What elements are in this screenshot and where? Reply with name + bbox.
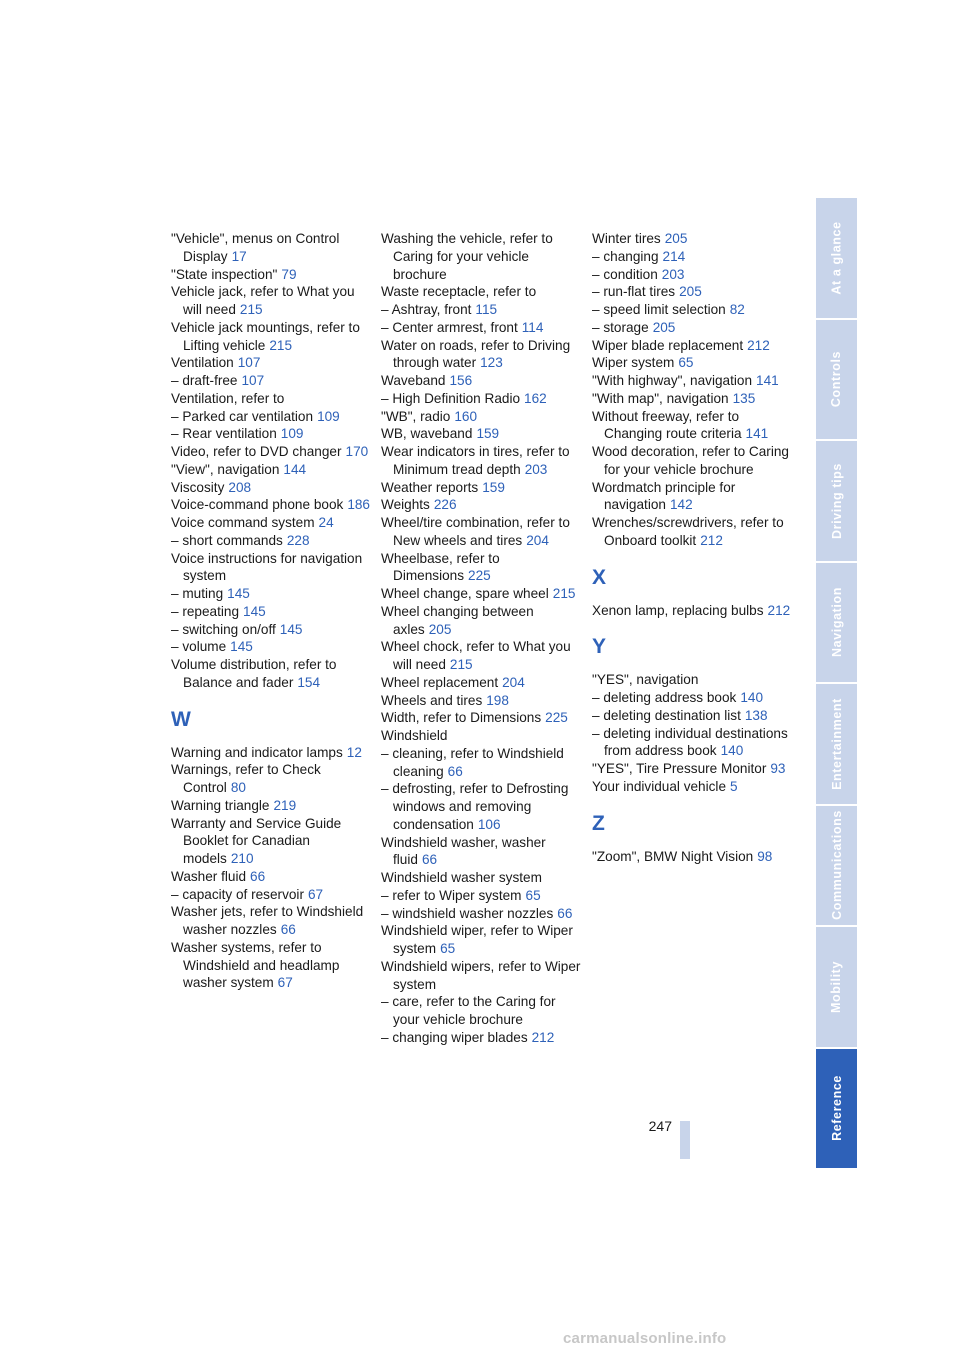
index-entry-text: "With highway", navigation — [592, 373, 753, 388]
page-reference-link[interactable]: 79 — [281, 266, 297, 282]
index-entry — [171, 761, 371, 797]
index-entry — [381, 443, 581, 479]
page-reference-link[interactable]: 215 — [269, 337, 293, 353]
index-entry — [381, 638, 581, 674]
index-entry — [381, 408, 581, 426]
index-entry-text: "YES", Tire Pressure Monitor — [592, 761, 767, 776]
section-tab-label: Navigation — [829, 587, 844, 658]
index-entry — [592, 266, 792, 284]
index-entry — [381, 887, 581, 905]
page-reference-link[interactable]: 212 — [747, 337, 770, 353]
index-entry — [592, 602, 792, 620]
index-entry-text: "YES", navigation — [592, 672, 699, 688]
index-entry-text: Xenon lamp, replacing bulbs — [592, 602, 764, 618]
page-reference-link[interactable]: 214 — [662, 248, 686, 264]
section-tab-label: Driving tips — [829, 462, 844, 539]
page-reference-link[interactable]: 186 — [347, 497, 370, 513]
index-entry-text: Warning and indicator lamps — [171, 744, 343, 760]
index-entry — [171, 266, 371, 284]
page-reference-link[interactable]: 205 — [679, 284, 702, 300]
index-entry-text: – Ashtray, front — [381, 302, 472, 317]
index-entry-text: Wheels and tires — [381, 692, 483, 708]
page-reference-link[interactable]: 170 — [345, 444, 369, 459]
index-entry-text: – changing — [592, 248, 659, 264]
index-entry-text: Wrenches/screwdrivers, refer to Onboard toolkit — [592, 515, 784, 548]
index-entry — [171, 868, 371, 886]
index-entry-text: Washer systems, refer to Windshield and headlamp washer system — [171, 939, 340, 991]
index-entry — [592, 707, 792, 725]
page-reference-link[interactable]: 67 — [307, 886, 324, 902]
page-reference-link[interactable]: 219 — [273, 797, 297, 813]
index-entry-text: Warnings, refer to Check Control — [171, 762, 321, 795]
index-entry — [381, 993, 581, 1029]
index-entry-text: Video, refer to DVD changer — [171, 444, 342, 459]
index-entry — [171, 496, 371, 514]
page-reference-link[interactable]: 212 — [767, 602, 791, 618]
section-tab-label: At a glance — [829, 221, 844, 295]
index-entry — [592, 689, 792, 707]
section-tab-label: Controls — [829, 351, 844, 408]
index-entry — [171, 319, 371, 355]
index-entry — [381, 869, 581, 887]
index-entry — [381, 514, 581, 550]
page-reference-link[interactable]: 106 — [477, 816, 501, 832]
page-number: 247 — [648, 1118, 672, 1134]
section-tab[interactable] — [816, 684, 857, 804]
page-reference-link[interactable]: 144 — [283, 461, 307, 477]
index-entry — [381, 780, 581, 833]
page-reference-link[interactable]: 145 — [230, 639, 253, 655]
page-reference-link[interactable]: 203 — [661, 266, 685, 282]
page-reference-link[interactable]: 145 — [279, 621, 303, 637]
index-letter-heading: Z — [592, 811, 605, 835]
page-reference-link[interactable]: 141 — [745, 426, 769, 442]
index-entry — [381, 958, 581, 994]
page-reference-link[interactable]: 66 — [250, 868, 266, 884]
index-entry-text: Your individual vehicle — [592, 778, 727, 794]
section-tab[interactable] — [816, 441, 857, 561]
section-tabs — [816, 198, 857, 1170]
page-reference-link[interactable]: 159 — [476, 426, 500, 442]
index-entry-text: Width, refer to Dimensions — [381, 710, 542, 726]
index-entry-text: – draft-free — [171, 373, 238, 388]
page-reference-link[interactable]: 24 — [318, 515, 334, 530]
index-entry-text: Wordmatch principle for navigation — [592, 479, 736, 513]
index-entry — [381, 692, 581, 710]
index-entry — [171, 283, 371, 319]
section-tab[interactable] — [816, 806, 857, 926]
page-reference-link[interactable]: 156 — [449, 373, 473, 388]
index-entry — [592, 725, 792, 761]
index-entry — [592, 372, 792, 390]
index-entry — [381, 585, 581, 603]
index-entry — [171, 638, 371, 656]
page-reference-link[interactable]: 145 — [227, 586, 250, 601]
index-entry-text: "View", navigation — [171, 461, 280, 477]
index-entry — [381, 301, 581, 319]
index-entry — [381, 496, 581, 514]
index-entry — [171, 886, 371, 904]
index-entry — [171, 372, 371, 390]
index-entry-text: Winter tires — [592, 231, 661, 246]
index-entry-text: Windshield wipers, refer to Wiper system — [381, 958, 581, 992]
page-reference-link[interactable]: 141 — [756, 373, 779, 388]
index-entry-text: Washer jets, refer to Windshield washer nozzles — [171, 904, 364, 937]
index-entry — [592, 408, 792, 444]
index-entry — [171, 550, 371, 586]
page-reference-link[interactable]: 215 — [552, 586, 576, 601]
index-entry — [592, 248, 792, 266]
index-letter-heading: X — [592, 565, 607, 589]
index-entry — [171, 230, 371, 266]
index-entry-text: Wear indicators in tires, refer to Minimum tread depth — [381, 444, 570, 477]
index-entry-text: Voice command system — [171, 515, 315, 530]
index-entry-text: Wiper system — [592, 355, 675, 371]
index-letter-heading: Y — [592, 635, 607, 659]
index-entry-text: Wiper blade replacement — [592, 337, 744, 353]
page-reference-link[interactable]: 140 — [720, 743, 744, 759]
page-reference-link[interactable]: 66 — [280, 922, 296, 937]
index-entry-text: Voice instructions for navigation system — [171, 550, 363, 584]
index-entry-text: "WB", radio — [381, 408, 451, 424]
index-entry-text: – High Definition Radio — [381, 390, 521, 406]
index-entry-text: – condition — [592, 266, 658, 282]
index-entry-text: – muting — [171, 586, 224, 601]
index-entry — [171, 408, 371, 426]
index-entry — [381, 319, 581, 337]
index-entry — [171, 443, 371, 461]
index-entry-text: – changing wiper blades — [381, 1029, 528, 1045]
index-entry-text: Vehicle jack, refer to What you will need — [171, 284, 355, 317]
index-entry — [381, 727, 581, 745]
index-entry — [381, 230, 581, 283]
index-entry-text: WB, waveband — [381, 426, 473, 442]
page-reference-link[interactable]: 210 — [230, 851, 254, 866]
index-column-1 — [171, 230, 371, 992]
index-entry — [171, 585, 371, 603]
page-reference-link[interactable]: 109 — [317, 408, 340, 424]
page-reference-link[interactable]: 109 — [280, 426, 304, 442]
page-reference-link[interactable]: 93 — [770, 761, 786, 776]
index-entry — [171, 514, 371, 532]
index-entry — [592, 778, 792, 796]
index-entry-text: Windshield — [381, 728, 448, 743]
page-reference-link[interactable]: 225 — [468, 568, 491, 584]
page-reference-link[interactable]: 208 — [228, 479, 252, 495]
index-entry-text: – repeating — [171, 603, 240, 619]
index-entry-text: – switching on/off — [171, 621, 276, 637]
index-entry — [592, 337, 792, 355]
index-entry — [171, 815, 371, 868]
page-reference-link[interactable]: 65 — [678, 355, 694, 371]
index-entry-text: Windshield washer, washer fluid — [381, 834, 546, 868]
page-reference-link[interactable]: 225 — [545, 710, 568, 726]
page-reference-link[interactable]: 115 — [475, 302, 498, 317]
index-entry — [381, 372, 581, 390]
page-reference-link[interactable]: 65 — [440, 941, 456, 956]
index-entry — [171, 903, 371, 939]
index-entry-text: – capacity of reservoir — [171, 886, 304, 902]
index-entry — [592, 230, 792, 248]
index-entry — [171, 461, 371, 479]
index-entry — [592, 390, 792, 408]
page-reference-link[interactable]: 82 — [729, 302, 745, 317]
index-entry — [592, 443, 792, 479]
index-entry-text: – Center armrest, front — [381, 319, 518, 335]
index-entry — [592, 319, 792, 337]
index-entry-text: Water on roads, refer to Driving through water — [381, 337, 571, 371]
index-entry — [381, 922, 581, 958]
index-entry — [592, 354, 792, 372]
page-reference-link[interactable]: 67 — [277, 975, 293, 991]
index-entry-text: – volume — [171, 639, 227, 655]
index-entry-text: Waveband — [381, 373, 446, 388]
page-number-bar — [680, 1121, 690, 1159]
index-entry — [171, 390, 371, 408]
section-tab[interactable] — [816, 927, 857, 1047]
page-reference-link[interactable]: 162 — [524, 390, 547, 406]
index-entry-text: Without freeway, refer to Changing route criteria — [592, 408, 742, 442]
index-entry-text: – deleting address book — [592, 690, 737, 705]
index-entry-text: Vehicle jack mountings, refer to Lifting vehicle — [171, 319, 360, 353]
index-entry — [592, 671, 792, 689]
index-entry — [381, 479, 581, 497]
page-reference-link[interactable]: 65 — [525, 887, 541, 903]
index-entry-text: – deleting individual destinations from address book — [592, 725, 788, 759]
index-entry-text: – cleaning, refer to Windshield cleaning — [381, 745, 564, 779]
index-entry — [381, 905, 581, 923]
index-column-3 — [592, 230, 792, 865]
page-reference-link[interactable]: 114 — [521, 319, 544, 335]
watermark: carmanualsonline.info — [563, 1330, 727, 1347]
index-entry — [171, 354, 371, 372]
page-reference-link[interactable]: 215 — [449, 657, 473, 672]
page-reference-link[interactable]: 5 — [730, 778, 738, 794]
index-entry-text: Wheel change, spare wheel — [381, 586, 549, 601]
page-reference-link[interactable]: 66 — [447, 763, 463, 779]
index-entry-text: – short commands — [171, 532, 283, 548]
page-reference-link[interactable]: 212 — [531, 1029, 555, 1045]
index-entry-text: – refer to Wiper system — [381, 887, 522, 903]
index-entry — [592, 283, 792, 301]
index-entry-text: Wheelbase, refer to Dimensions — [381, 550, 500, 584]
index-entry — [171, 744, 371, 762]
index-entry — [171, 425, 371, 443]
page-reference-link[interactable]: 123 — [480, 355, 503, 371]
index-entry-text: Wheel chock, refer to What you will need — [381, 639, 571, 672]
index-entry — [381, 745, 581, 781]
index-entry-text: Ventilation — [171, 355, 234, 371]
page-reference-link[interactable]: 66 — [557, 905, 573, 921]
index-entry — [381, 1029, 581, 1047]
index-entry — [171, 603, 371, 621]
page-reference-link[interactable]: 66 — [421, 852, 438, 868]
index-entry — [381, 550, 581, 586]
index-entry-text: Viscosity — [171, 479, 225, 495]
index-entry — [592, 848, 792, 866]
index-entry-text: Wood decoration, refer to Caring for your vehicle brochure — [592, 444, 789, 477]
page-reference-link[interactable]: 142 — [669, 497, 693, 513]
index-entry — [171, 939, 371, 992]
index-entry — [381, 283, 581, 301]
index-letter-heading: W — [171, 707, 191, 731]
index-entry — [381, 834, 581, 870]
section-tab-label: Communications — [829, 810, 844, 921]
index-entry — [171, 532, 371, 550]
page-reference-link[interactable]: 226 — [433, 497, 457, 513]
index-entry-text: "Zoom", BMW Night Vision — [592, 848, 754, 864]
page-reference-link[interactable]: 107 — [241, 373, 265, 388]
page-reference-link[interactable]: 204 — [526, 532, 549, 548]
section-tab-label: Mobility — [829, 960, 844, 1013]
index-entry — [381, 603, 581, 639]
page-reference-link[interactable]: 159 — [482, 479, 505, 495]
index-entry-text: Washer fluid — [171, 868, 247, 884]
section-tab[interactable] — [816, 563, 857, 683]
index-entry-text: Weather reports — [381, 479, 479, 495]
index-entry-text: Warranty and Service Guide Booklet for Canadian models — [171, 815, 342, 866]
page-reference-link[interactable]: 154 — [297, 674, 321, 690]
index-entry — [592, 301, 792, 319]
index-entry-text: Volume distribution, refer to Balance and fader — [171, 657, 337, 690]
page-reference-link[interactable]: 140 — [740, 690, 764, 705]
index-column-2 — [381, 230, 581, 1047]
index-entry — [592, 479, 792, 515]
page-reference-link[interactable]: 12 — [346, 744, 362, 760]
index-entry — [171, 797, 371, 815]
index-entry-text: Windshield wiper, refer to Wiper system — [381, 923, 573, 956]
index-entry-text: – windshield washer nozzles — [381, 905, 554, 921]
index-entry-text: Windshield washer system — [381, 870, 542, 885]
index-entry-text: "With map", navigation — [592, 390, 729, 406]
page-reference-link[interactable]: 80 — [230, 780, 246, 795]
index-entry-text: Ventilation, refer to — [171, 390, 285, 406]
section-tab[interactable] — [816, 320, 857, 440]
page-reference-link[interactable]: 212 — [700, 532, 723, 548]
index-entry — [381, 337, 581, 373]
index-entry — [381, 425, 581, 443]
index-entry-text: "State inspection" — [171, 266, 278, 282]
section-tab-label: Reference — [829, 1075, 844, 1142]
index-entry-text: Waste receptacle, refer to — [381, 284, 537, 300]
section-tab[interactable] — [816, 198, 857, 318]
index-entry-text: Warning triangle — [171, 797, 270, 813]
index-entry — [171, 656, 371, 692]
page-reference-link[interactable]: 17 — [231, 248, 247, 264]
index-entry-text: Wheel replacement — [381, 674, 499, 690]
index-entry-text: – speed limit selection — [592, 302, 726, 317]
index-entry-text: – storage — [592, 319, 649, 335]
index-entry-text: – deleting destination list — [592, 707, 741, 723]
section-tab[interactable] — [816, 1049, 857, 1169]
page-reference-link[interactable]: 228 — [286, 532, 310, 548]
page-reference-link[interactable]: 98 — [757, 848, 773, 864]
page-reference-link[interactable]: 138 — [744, 707, 768, 723]
index-entry — [171, 621, 371, 639]
page-reference-link[interactable]: 205 — [664, 231, 688, 246]
index-entry-text: Weights — [381, 497, 430, 513]
index-entry-text: Washing the vehicle, refer to Caring for your vehicle brochure — [381, 231, 553, 282]
index-entry-text: – defrosting, refer to Defrosting windows and removing condensation — [381, 781, 569, 832]
index-entry-text: Wheel changing between axles — [381, 603, 534, 637]
page-reference-link[interactable]: 160 — [454, 408, 478, 424]
index-entry-text: Wheel/tire combination, refer to New wheels and tires — [381, 515, 570, 548]
index-entry-text: Voice-command phone book — [171, 497, 344, 513]
index-entry-text: – run-flat tires — [592, 284, 676, 300]
page-reference-link[interactable]: 203 — [524, 461, 548, 477]
page-reference-link[interactable]: 107 — [237, 355, 261, 371]
page-reference-link[interactable]: 135 — [732, 390, 756, 406]
index-entry — [381, 390, 581, 408]
section-tab-label: Entertainment — [829, 697, 844, 790]
index-entry-text: – care, refer to the Caring for your vehicle brochure — [381, 994, 556, 1027]
index-entry — [381, 709, 581, 727]
index-entry — [171, 479, 371, 497]
page-reference-link[interactable]: 198 — [486, 692, 509, 708]
index-entry-text: – Rear ventilation — [171, 426, 277, 442]
index-entry — [592, 760, 792, 778]
index-entry-text: – Parked car ventilation — [171, 408, 314, 424]
index-entry-text: "Vehicle", menus on Control Display — [171, 231, 340, 264]
index-entry — [592, 514, 792, 550]
page-reference-link[interactable]: 204 — [502, 674, 525, 690]
page-reference-link[interactable]: 215 — [239, 302, 263, 317]
page-reference-link[interactable]: 205 — [428, 621, 452, 637]
index-entry — [381, 674, 581, 692]
page-reference-link[interactable]: 145 — [243, 603, 266, 619]
page-reference-link[interactable]: 205 — [652, 319, 676, 335]
